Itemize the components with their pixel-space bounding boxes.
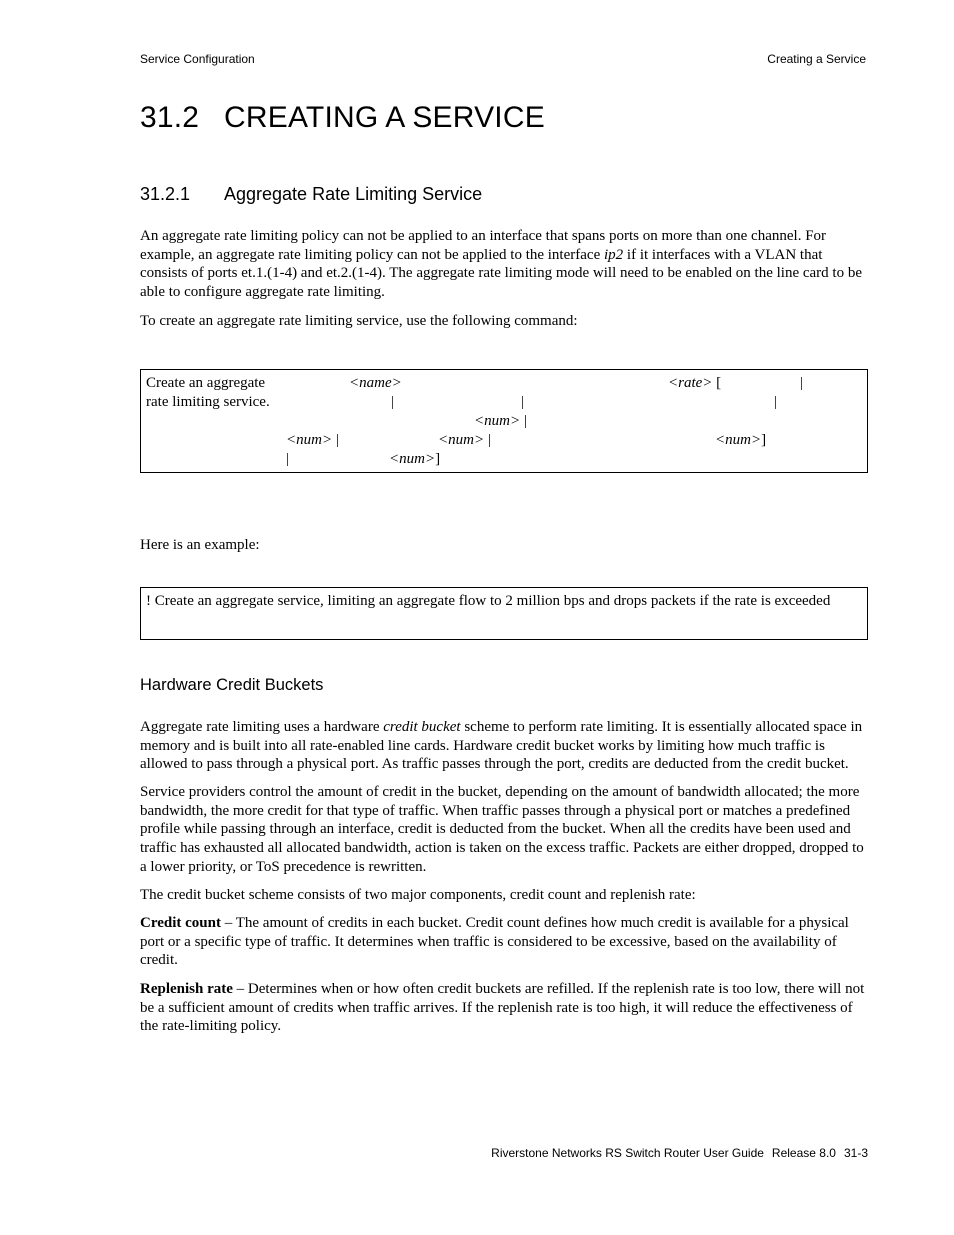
intro-emphasis: ip2: [603, 246, 624, 263]
credit-count-paragraph: [140, 914, 871, 970]
section-heading: [140, 101, 545, 135]
intro-text-b: if it interfaces with a VLAN that consists of ports et.1.(1-4) and et.2.(1-4). The aggregate rate limiting mode will need to be enabled on the line card to be able to configure aggregate rate limiting.: [140, 246, 862, 301]
credit-count-text: – The amount of credits in each bucket. Credit count defines how much credit is available for a physical port or a specific type of traffic. It determines when traffic is considered to be excessive, based on the availability of credit.: [140, 915, 849, 969]
hardware-p1-text-b: scheme to perform rate limiting. It is essentially allocated space in memory and is built into all rate-enabled line cards. Hardware credit bucket works by limiting how much traffic is allowed to pass through a physical port. As traffic passes through the port, credits are deducted from the credit bucket.: [140, 719, 863, 773]
hardware-paragraph-1: [140, 718, 871, 774]
subsection-heading: [140, 184, 482, 205]
pipe-separator: |: [487, 432, 491, 448]
subsection-number: 31.2.1: [140, 184, 191, 204]
command-description-line1: Create an aggregate: [146, 375, 266, 391]
example-box: [140, 587, 868, 640]
footer-guide: Riverstone Networks RS Switch Router User Guide: [491, 1146, 764, 1160]
credit-count-term: Credit count: [140, 915, 221, 931]
intro-paragraph: [140, 227, 871, 302]
example-lead: Here is an example:: [140, 537, 260, 553]
bracket-open: [: [716, 375, 722, 391]
running-header-right: Creating a Service: [767, 52, 866, 66]
pipe-separator: |: [286, 451, 290, 467]
pipe-separator: |: [800, 375, 804, 391]
pipe-separator: |: [523, 413, 527, 429]
command-table: [140, 369, 868, 473]
intro-text-a: An aggregate rate limiting policy can not be applied to an interface that spans ports on more than one channel. For example, an aggregate rate limiting policy can not be applied to the interface: [140, 228, 827, 263]
intro-command-lead: To create an aggregate rate limiting service, use the following command:: [140, 313, 578, 329]
num-param: <num>: [474, 413, 521, 429]
replenish-rate-paragraph: [140, 980, 871, 1036]
pipe-separator: |: [335, 432, 339, 448]
pipe-separator: |: [774, 394, 778, 410]
name-param: <name>: [349, 375, 402, 391]
hardware-p1-text-a: Aggregate rate limiting uses a hardware: [140, 719, 384, 735]
hardware-paragraph-2: Service providers control the amount of credit in the bucket, depending on the amount of bandwidth allocated; the more bandwidth, the more credit for that type of traffic. When traffic passes through a physical port or matches a predefined profile while passing through an interface, credit is deducted from the bucket. When all the credits have been used and traffic has exhausted all allocated bandwidth, action is taken on the excess traffic. Packets are either dropped, dropped to a lower priority, or ToS precedence is rewritten.: [140, 784, 864, 875]
hardware-heading: Hardware Credit Buckets: [140, 676, 324, 694]
footer-release: Release 8.0: [771, 1146, 836, 1160]
bracket-close: ]: [435, 451, 441, 467]
pipe-separator: |: [391, 394, 395, 410]
replenish-rate-term: Replenish rate: [140, 981, 233, 997]
section-title: CREATING A SERVICE: [224, 101, 545, 134]
bracket-close: ]: [761, 432, 767, 448]
num-param: <num>: [389, 451, 436, 467]
command-description-line2: rate limiting service.: [146, 394, 270, 410]
hardware-p1-emphasis: credit bucket: [383, 719, 461, 735]
num-param: <num>: [438, 432, 485, 448]
running-header-left: Service Configuration: [140, 52, 255, 66]
hardware-paragraph-3: The credit bucket scheme consists of two major components, credit count and replenish rate:: [140, 887, 696, 903]
num-param: <num>: [715, 432, 762, 448]
rate-param: <rate>: [668, 375, 713, 391]
section-number: 31.2: [140, 101, 200, 134]
num-param: <num>: [286, 432, 333, 448]
page-footer: [491, 1146, 868, 1160]
footer-page-number: 31-3: [843, 1146, 868, 1160]
pipe-separator: |: [521, 394, 525, 410]
example-comment: ! Create an aggregate service, limiting an aggregate flow to 2 million bps and drops packets if the rate is exceeded: [146, 593, 831, 609]
replenish-rate-text: – Determines when or how often credit buckets are refilled. If the replenish rate is too low, there will not be a sufficient amount of credits when traffic arrives. If the replenish rate is too high, it will reduce the effectiveness of the rate-limiting policy.: [140, 981, 865, 1035]
subsection-title: Aggregate Rate Limiting Service: [224, 184, 483, 204]
